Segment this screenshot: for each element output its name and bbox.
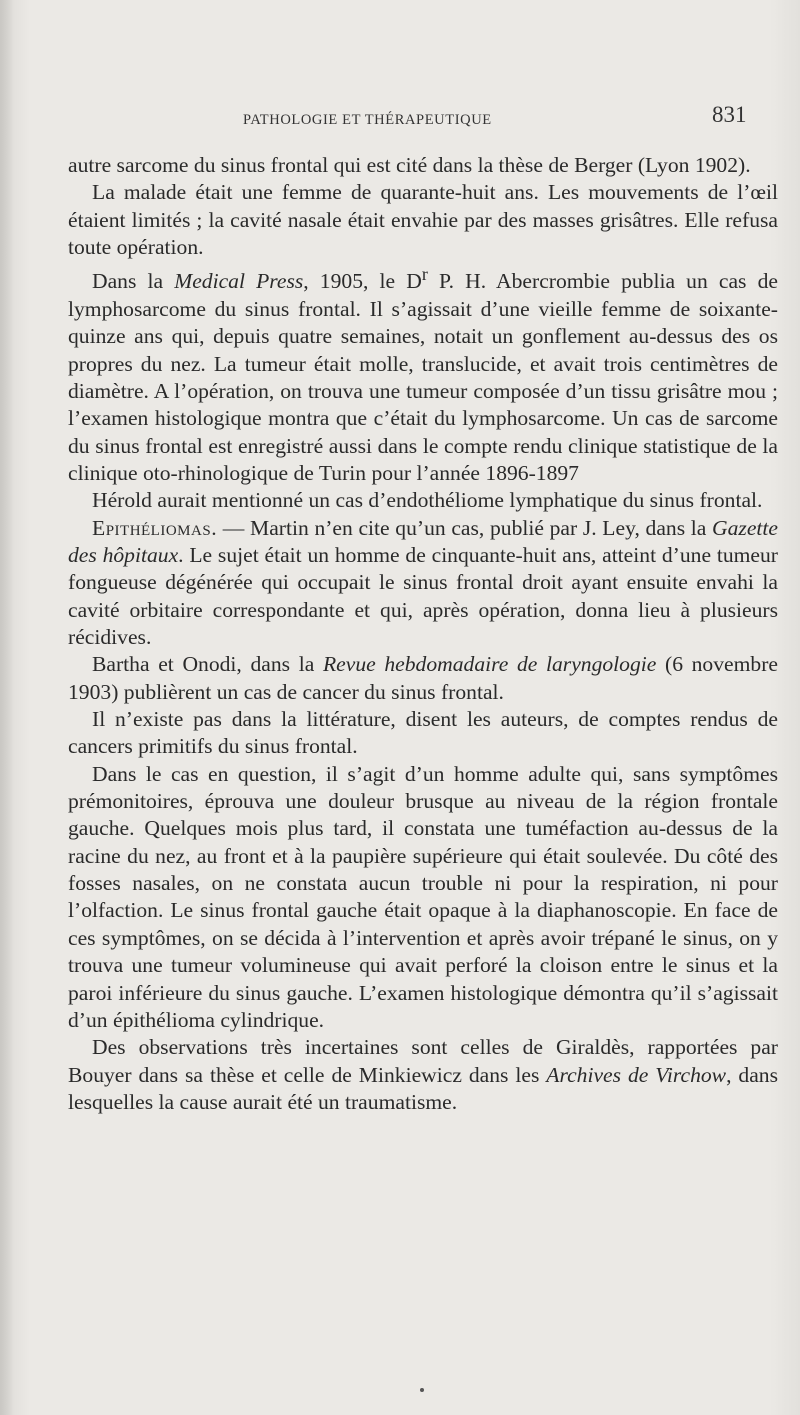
text-segment: Bartha et Onodi, dans la	[92, 652, 323, 677]
section-heading-epitheliomas: Epithéliomas.	[92, 515, 218, 540]
page-number: 831	[712, 102, 747, 127]
text-segment: , dans lesquelles la cause aurait été un traumatisme.	[68, 1062, 778, 1114]
ink-speck	[420, 1388, 424, 1392]
text-segment: , 1905, le D	[303, 269, 422, 294]
body-text	[68, 152, 778, 1116]
text-segment: . Le sujet était un homme de cinquante-huit ans, atteint d’une tumeur fongueuse dégénérée qui occupait le sinus frontal droit ayant ensuite envahi la cavité orbitaire correspondante et qui, après opération, donna lieu à plusieurs récidives.	[68, 543, 778, 650]
paragraph-cas-question: Dans le cas en question, il s’agit d’un homme adulte qui, sans symptômes prémonitoires, éprouva une douleur brusque au niveau de la région frontale gauche. Quelques mois plus tard, il constata une tuméfaction au-dessus de la racine du nez, au front et à la paupière supérieure qui était soulevée. Du côté des fosses nasales, on ne constata aucun trouble ni pour la respiration, ni pour l’olfaction. Le sinus frontal gauche était opaque à la diaphanoscopie. En face de ces symptômes, on se décida à l’intervention et après avoir trépané le sinus, on y trouva une tumeur volumineuse qui avait perforé la cloison entre le sinus et la paroi inférieure du sinus gauche. L’examen histologique démontra qu’il s’agissait d’un épithélioma cylindrique.	[68, 761, 778, 1032]
paragraph-litterature: Il n’existe pas dans la littérature, disent les auteurs, de comptes rendus de cancers primitifs du sinus frontal.	[68, 707, 778, 759]
journal-title-gazette: Gazette des hôpitaux	[68, 515, 778, 567]
superscript: r	[421, 264, 428, 285]
running-title: PATHOLOGIE ET THÉRAPEUTIQUE	[243, 112, 492, 128]
text-segment: Dans la	[92, 269, 175, 294]
paragraph-epitheliomas	[68, 515, 778, 652]
paragraph-observations	[68, 1034, 778, 1116]
text-segment: — Martin n’en cite qu’un cas, publié par J. Ley, dans la	[217, 515, 713, 540]
journal-title-archives: Archives de Virchow	[546, 1062, 727, 1087]
paragraph-herold: Hérold aurait mentionné un cas d’endothéliome lymphatique du sinus frontal.	[92, 488, 763, 513]
paragraph-malade: La malade était une femme de quarante-huit ans. Les mouvements de l’œil étaient limités ; la cavité nasale était envahie par des masses grisâtres. Elle refusa toute opération.	[68, 180, 778, 260]
paragraph-abercrombie	[68, 261, 778, 487]
binding-shadow	[0, 0, 14, 1415]
journal-title-medical-press: Medical Press	[174, 269, 304, 294]
journal-title-revue: Revue hebdomadaire de laryngologie	[322, 652, 657, 677]
text-segment: P. H. Abercrombie publia un cas de lymphosarcome du sinus frontal. Il s’agissait d’une vieille femme de soixante-quinze ans qui, depuis quatre semaines, notait un gonflement au-dessus des os propres du nez. La tumeur était molle, translucide, et avait trois centimètres de diamètre. A l’opération, on trouva une tumeur composée d’un tissu grisâtre mou ; l’examen histologique montra que c’était du lymphosarcome. Un cas de sarcome du sinus frontal est enregistré aussi dans le compte rendu clinique statistique de la clinique oto-rhinologique de Turin pour l’année 1896-1897	[68, 269, 778, 485]
text-segment: (6 novembre 1903) publièrent un cas de cancer du sinus frontal.	[68, 652, 778, 704]
paragraph-bartha-onodi	[68, 651, 778, 706]
paragraph-continuation: autre sarcome du sinus frontal qui est cité dans la thèse de Berger (Lyon 1902).	[68, 153, 751, 177]
text-segment: Des observations très incertaines sont celles de Giraldès, rapportées par Bouyer dans sa thèse et celle de Minkiewicz dans les	[68, 1035, 778, 1087]
